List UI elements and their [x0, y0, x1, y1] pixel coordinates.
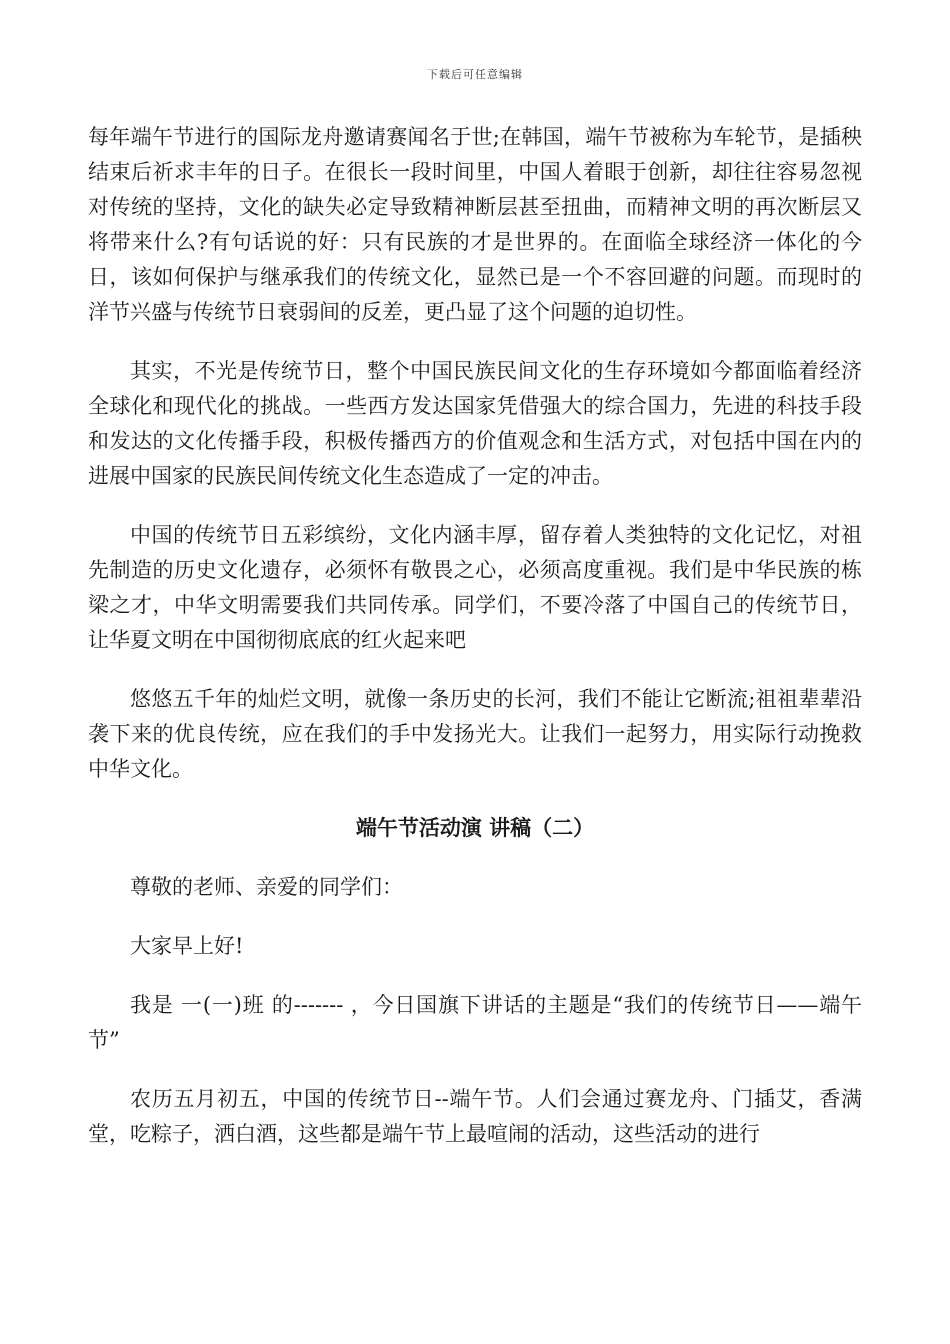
paragraph: 每年端午节进行的国际龙舟邀请赛闻名于世;在韩国，端午节被称为车轮节，是插秧结束后祈求丰年的日子。在很长一段时间里，中国人着眼于创新，却往往容易忽视对传统的坚持，文化的缺失必定导致精神断层甚至扭曲，而精神文明的再次断层又将带来什么?有句话说的好：只有民族的才是世界的。在面临全球经济一体化的今日，该如何保护与继承我们的传统文化，显然已是一个不容回避的问题。而现时的洋节兴盛与传统节日衰弱间的反差，更凸显了这个问题的迫切性。 — [88, 125, 862, 324]
paragraph: 其实，不光是传统节日，整个中国民族民间文化的生存环境如今都面临着经济全球化和现代化的挑战。一些西方发达国家凭借强大的综合国力，先进的科技手段和发达的文化传播手段，积极传播西方的价值观念和生活方式，对包括中国在内的进展中国家的民族民间传统文化生态造成了一定的冲击。 — [88, 359, 862, 488]
section-title: 端午节活动演 讲稿（二） — [355, 816, 595, 840]
body-paragraph: 农历五月初五，中国的传统节日--端午节。人们会通过赛龙舟、门插艾，香满堂，吃粽子，洒白酒，这些都是端午节上最喧闹的活动，这些活动的进行 — [88, 1087, 862, 1146]
paragraph: 悠悠五千年的灿烂文明，就像一条历史的长河，我们不能让它断流;祖祖辈辈沿袭下来的优良传统，应在我们的手中发扬光大。让我们一起努力，用实际行动挽救中华文化。 — [88, 687, 862, 781]
salutation: 大家早上好! — [130, 934, 244, 958]
paragraph: 中国的传统节日五彩缤纷，文化内涵丰厚，留存着人类独特的文化记忆，对祖先制造的历史文化遗存，必须怀有敬畏之心，必须高度重视。我们是中华民族的栋梁之才，中华文明需要我们共同传承。同学们，不要冷落了中国自己的传统节日，让华夏文明在中国彻彻底底的红火起来吧 — [88, 523, 862, 652]
greeting: 尊敬的老师、亲爱的同学们： — [130, 875, 403, 899]
intro-paragraph: 我是 一(一)班 的------- ，今日国旗下讲话的主题是“我们的传统节日——端午节” — [88, 993, 862, 1052]
page-header-note: 下载后可任意编辑 — [427, 68, 523, 81]
document-body — [88, 120, 862, 1176]
